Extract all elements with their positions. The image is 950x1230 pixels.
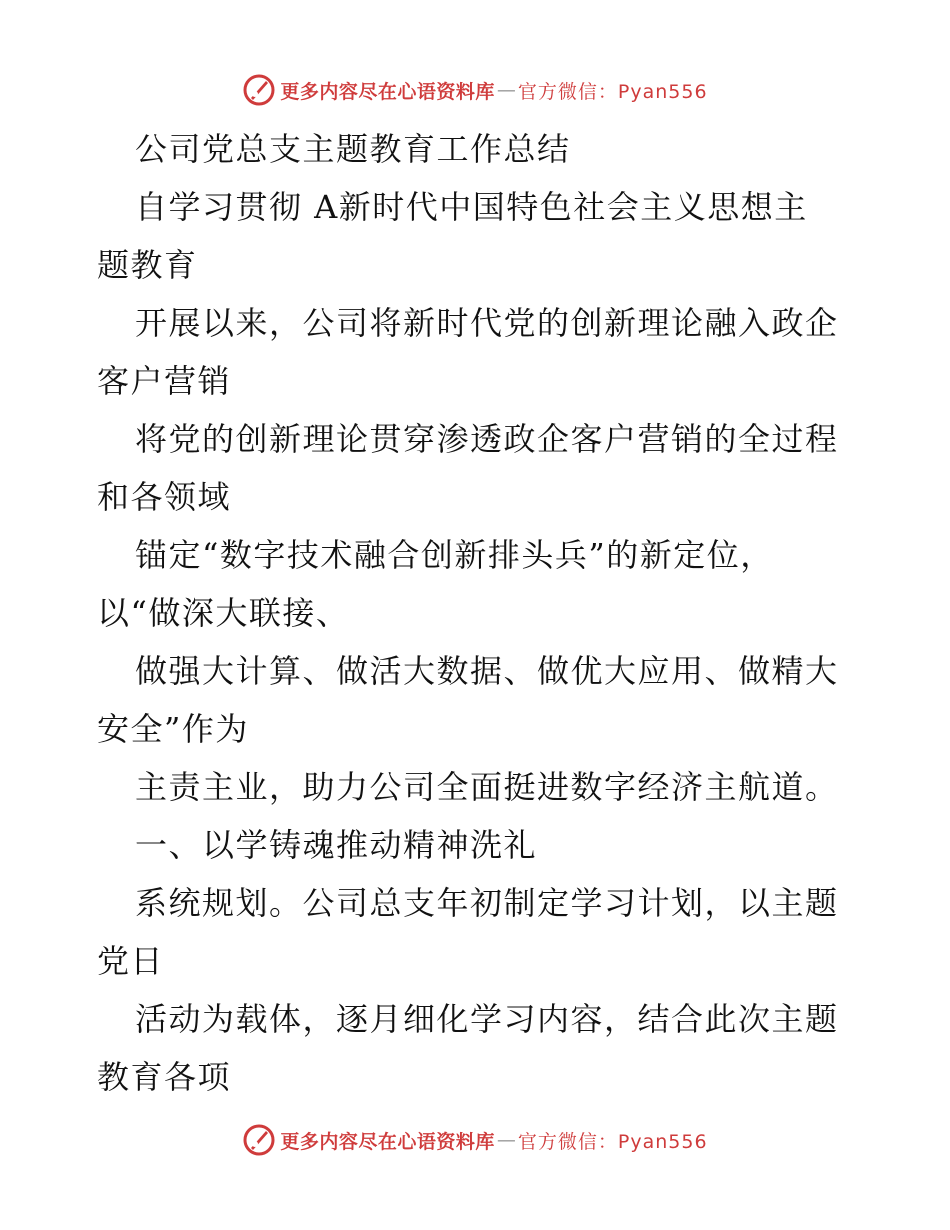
banner-brand-text: 更多内容尽在心语资料库: [280, 80, 495, 103]
text-line: 和各领域: [97, 478, 232, 516]
text-line: 自学习贯彻 A新时代中国特色社会主义思想主: [135, 188, 808, 226]
footer-banner: [0, 1120, 950, 1160]
text-line: 以“做深大联接、: [97, 594, 350, 632]
text-line: 教育各项: [97, 1058, 232, 1096]
banner-separator: —: [496, 79, 516, 101]
quill-logo-icon: [242, 73, 276, 107]
text-line: 开展以来，公司将新时代党的创新理论融入政企: [135, 304, 839, 342]
banner-brand-text: 更多内容尽在心语资料库: [280, 1130, 495, 1153]
quill-logo-icon: [242, 1123, 276, 1157]
text-line: 客户营销: [97, 362, 232, 400]
header-banner: [0, 70, 950, 110]
text-line: 将党的创新理论贯穿渗透政企客户营销的全过程: [135, 420, 839, 458]
text-line: 题教育: [97, 246, 198, 284]
banner-separator: —: [496, 1129, 516, 1151]
text-line: 公司党总支主题教育工作总结: [135, 130, 571, 168]
text-line: 活动为载体，逐月细化学习内容，结合此次主题: [135, 1000, 839, 1038]
text-line: 主责主业，助力公司全面挺进数字经济主航道。: [135, 768, 839, 806]
banner-contact-text: 官方微信：Pyan556: [517, 80, 708, 103]
text-line: 做强大计算、做活大数据、做优大应用、做精大: [135, 652, 839, 690]
text-line: 党日: [97, 942, 165, 980]
text-line: 安全”作为: [97, 710, 249, 748]
text-line: 一、以学铸魂推动精神洗礼: [135, 826, 538, 864]
document-body: [97, 120, 857, 1106]
text-line: 锚定“数字技术融合创新排头兵”的新定位，: [135, 536, 774, 574]
banner-contact-text: 官方微信：Pyan556: [517, 1130, 708, 1153]
text-line: 系统规划。公司总支年初制定学习计划，以主题: [135, 884, 839, 922]
